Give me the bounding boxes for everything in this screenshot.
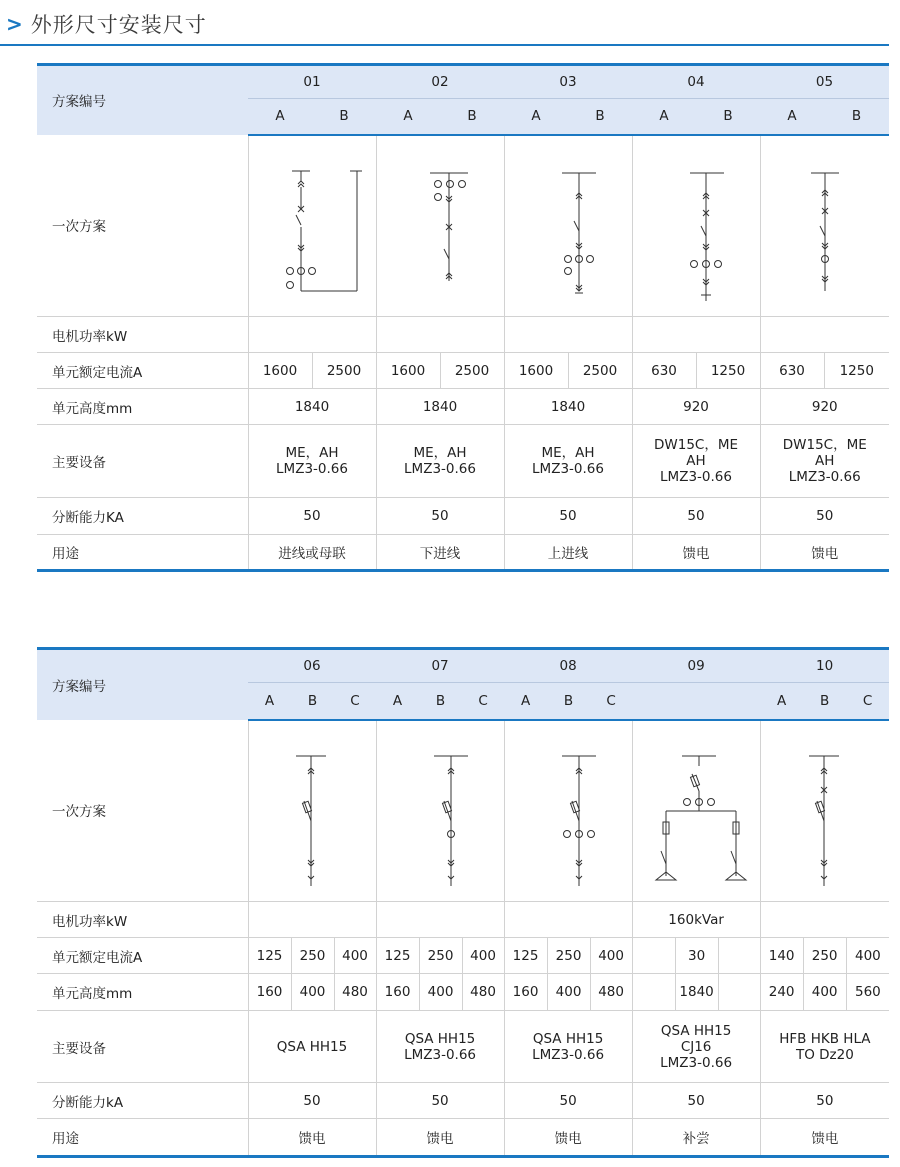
primary-scheme-label: 一次方案 <box>52 804 106 821</box>
sub-scheme: A <box>760 99 824 135</box>
rated-current-value: 250 <box>419 938 462 974</box>
sub-scheme: B <box>440 99 504 135</box>
rated-current-value: 2500 <box>568 353 632 389</box>
scheme-no-label: 方案编号 <box>37 649 248 720</box>
scheme-no: 06 <box>248 649 376 683</box>
breaking-capacity-value: 50 <box>632 1083 760 1119</box>
breaking-capacity-value: 50 <box>376 498 504 535</box>
motor-power-value <box>248 317 376 353</box>
single-line-diagram-icon <box>262 736 362 886</box>
main-equipment-value: QSA HH15 LMZ3-0.66 <box>376 1011 504 1083</box>
rated-current-value: 1600 <box>376 353 440 389</box>
main-equipment-value: ME，AH LMZ3-0.66 <box>376 425 504 498</box>
usage-value: 下进线 <box>376 535 504 571</box>
unit-height-label: 单元高度mm <box>37 389 248 425</box>
unit-height-value: 160 <box>248 974 291 1011</box>
rated-current-value: 400 <box>846 938 889 974</box>
unit-height-value: 160 <box>504 974 547 1011</box>
scheme-no: 05 <box>760 65 889 99</box>
sub-scheme: B <box>547 683 590 720</box>
circuit-diagram-03 <box>504 135 632 317</box>
rated-current-value: 250 <box>291 938 334 974</box>
circuit-diagram-09 <box>632 720 760 902</box>
spec-table-1 <box>37 63 889 572</box>
breaking-capacity-value: 50 <box>248 1083 376 1119</box>
sub-scheme: B <box>312 99 376 135</box>
motor-power-value: 160kVar <box>632 902 760 938</box>
motor-power-value <box>248 902 376 938</box>
unit-height-value: 400 <box>419 974 462 1011</box>
rated-current-value: 1250 <box>696 353 760 389</box>
rated-current-label: 单元额定电流A <box>37 353 248 389</box>
unit-height-value: 400 <box>803 974 846 1011</box>
main-equipment-label: 主要设备 <box>37 425 248 498</box>
unit-height-value: 160 <box>376 974 419 1011</box>
motor-power-value <box>504 902 632 938</box>
unit-height-value: 1840 <box>376 389 504 425</box>
main-equipment-value: ME，AH LMZ3-0.66 <box>248 425 376 498</box>
breaking-capacity-value: 50 <box>760 498 889 535</box>
sub-scheme: A <box>760 683 803 720</box>
sub-scheme: B <box>291 683 334 720</box>
circuit-diagram-07 <box>376 720 504 902</box>
single-line-diagram-icon <box>518 736 618 886</box>
single-line-diagram-icon <box>390 151 490 301</box>
motor-power-label: 电机功率kW <box>37 902 248 938</box>
sub-scheme: C <box>846 683 889 720</box>
unit-height-value: 480 <box>334 974 376 1011</box>
motor-power-value <box>760 902 889 938</box>
rated-current-value: 125 <box>248 938 291 974</box>
header-divider <box>0 44 889 46</box>
usage-value: 馈电 <box>504 1119 632 1157</box>
main-equipment-value: HFB HKB HLA TO Dz20 <box>760 1011 889 1083</box>
sub-scheme: A <box>376 683 419 720</box>
main-equipment-value: ME，AH LMZ3-0.66 <box>504 425 632 498</box>
section-header <box>6 8 207 40</box>
usage-label: 用途 <box>37 1119 248 1157</box>
unit-height-value: 920 <box>632 389 760 425</box>
single-line-diagram-icon <box>262 151 362 301</box>
scheme-no-label: 方案编号 <box>37 65 248 135</box>
scheme-no: 07 <box>376 649 504 683</box>
single-line-diagram-icon <box>518 151 618 301</box>
rated-current-value: 125 <box>504 938 547 974</box>
circuit-diagram-04 <box>632 135 760 317</box>
unit-height-value: 400 <box>291 974 334 1011</box>
sub-scheme <box>718 683 760 720</box>
rated-current-value: 630 <box>760 353 824 389</box>
unit-height-value: 480 <box>462 974 504 1011</box>
breaking-capacity-label: 分断能力KA <box>37 498 248 535</box>
primary-scheme-label: 一次方案 <box>52 219 106 236</box>
circuit-diagram-05 <box>760 135 889 317</box>
main-equipment-value: DW15C，ME AH LMZ3-0.66 <box>632 425 760 498</box>
unit-height-value: 920 <box>760 389 889 425</box>
scheme-no: 10 <box>760 649 889 683</box>
rated-current-value: 250 <box>803 938 846 974</box>
unit-height-value: 400 <box>547 974 590 1011</box>
scheme-no: 02 <box>376 65 504 99</box>
breaking-capacity-label: 分断能力kA <box>37 1083 248 1119</box>
sub-scheme: B <box>824 99 889 135</box>
breaking-capacity-value: 50 <box>504 1083 632 1119</box>
motor-power-value <box>760 317 889 353</box>
unit-height-value <box>632 974 675 1011</box>
motor-power-label: 电机功率kW <box>37 317 248 353</box>
rated-current-value: 400 <box>590 938 632 974</box>
usage-value: 馈电 <box>248 1119 376 1157</box>
sub-scheme: A <box>248 683 291 720</box>
main-equipment-value: QSA HH15 CJ16 LMZ3-0.66 <box>632 1011 760 1083</box>
main-equipment-value: DW15C，ME AH LMZ3-0.66 <box>760 425 889 498</box>
rated-current-value: 140 <box>760 938 803 974</box>
sub-scheme: B <box>803 683 846 720</box>
section-title: 外形尺寸安装尺寸 <box>30 13 207 37</box>
sub-scheme: C <box>334 683 376 720</box>
unit-height-label: 单元高度mm <box>37 974 248 1011</box>
rated-current-value: 250 <box>547 938 590 974</box>
usage-value: 馈电 <box>376 1119 504 1157</box>
circuit-diagram-02 <box>376 135 504 317</box>
scheme-no: 03 <box>504 65 632 99</box>
rated-current-value: 1600 <box>504 353 568 389</box>
single-line-diagram-icon <box>646 151 746 301</box>
rated-current-value: 2500 <box>440 353 504 389</box>
sub-scheme <box>632 683 675 720</box>
chevron-right-icon: > <box>6 12 23 36</box>
rated-current-value: 630 <box>632 353 696 389</box>
motor-power-value <box>632 317 760 353</box>
usage-value: 馈电 <box>632 535 760 571</box>
motor-power-value <box>376 902 504 938</box>
unit-height-value: 1840 <box>248 389 376 425</box>
circuit-diagram-01 <box>248 135 376 317</box>
unit-height-value <box>718 974 760 1011</box>
breaking-capacity-value: 50 <box>760 1083 889 1119</box>
scheme-no: 04 <box>632 65 760 99</box>
rated-current-value <box>632 938 675 974</box>
unit-height-value: 1840 <box>504 389 632 425</box>
breaking-capacity-value: 50 <box>376 1083 504 1119</box>
rated-current-value: 2500 <box>312 353 376 389</box>
rated-current-value: 30 <box>675 938 718 974</box>
usage-value: 上进线 <box>504 535 632 571</box>
usage-value: 进线或母联 <box>248 535 376 571</box>
sub-scheme: B <box>696 99 760 135</box>
scheme-no: 01 <box>248 65 376 99</box>
rated-current-value: 1250 <box>824 353 889 389</box>
rated-current-value <box>718 938 760 974</box>
rated-current-label: 单元额定电流A <box>37 938 248 974</box>
unit-height-value: 560 <box>846 974 889 1011</box>
circuit-diagram-06 <box>248 720 376 902</box>
single-line-diagram-icon <box>390 736 490 886</box>
sub-scheme: A <box>504 99 568 135</box>
circuit-diagram-10 <box>760 720 889 902</box>
rated-current-value: 1600 <box>248 353 312 389</box>
breaking-capacity-value: 50 <box>632 498 760 535</box>
circuit-diagram-08 <box>504 720 632 902</box>
rated-current-value: 125 <box>376 938 419 974</box>
single-line-diagram-icon <box>775 151 875 301</box>
main-equipment-value: QSA HH15 LMZ3-0.66 <box>504 1011 632 1083</box>
sub-scheme <box>675 683 718 720</box>
spec-table-2 <box>37 647 889 1158</box>
unit-height-value: 240 <box>760 974 803 1011</box>
breaking-capacity-value: 50 <box>504 498 632 535</box>
usage-value: 补尝 <box>632 1119 760 1157</box>
sub-scheme: B <box>419 683 462 720</box>
main-equipment-label: 主要设备 <box>37 1011 248 1083</box>
usage-value: 馈电 <box>760 535 889 571</box>
sub-scheme: A <box>504 683 547 720</box>
rated-current-value: 400 <box>462 938 504 974</box>
scheme-no: 09 <box>632 649 760 683</box>
motor-power-value <box>504 317 632 353</box>
main-equipment-value: QSA HH15 <box>248 1011 376 1083</box>
unit-height-value: 1840 <box>675 974 718 1011</box>
rated-current-value: 400 <box>334 938 376 974</box>
usage-value: 馈电 <box>760 1119 889 1157</box>
breaking-capacity-value: 50 <box>248 498 376 535</box>
single-line-diagram-icon <box>775 736 875 886</box>
sub-scheme: B <box>568 99 632 135</box>
unit-height-value: 480 <box>590 974 632 1011</box>
sub-scheme: A <box>632 99 696 135</box>
sub-scheme: C <box>590 683 632 720</box>
sub-scheme: A <box>376 99 440 135</box>
single-line-diagram-icon <box>636 736 756 886</box>
scheme-no: 08 <box>504 649 632 683</box>
usage-label: 用途 <box>37 535 248 571</box>
motor-power-value <box>376 317 504 353</box>
sub-scheme: C <box>462 683 504 720</box>
sub-scheme: A <box>248 99 312 135</box>
